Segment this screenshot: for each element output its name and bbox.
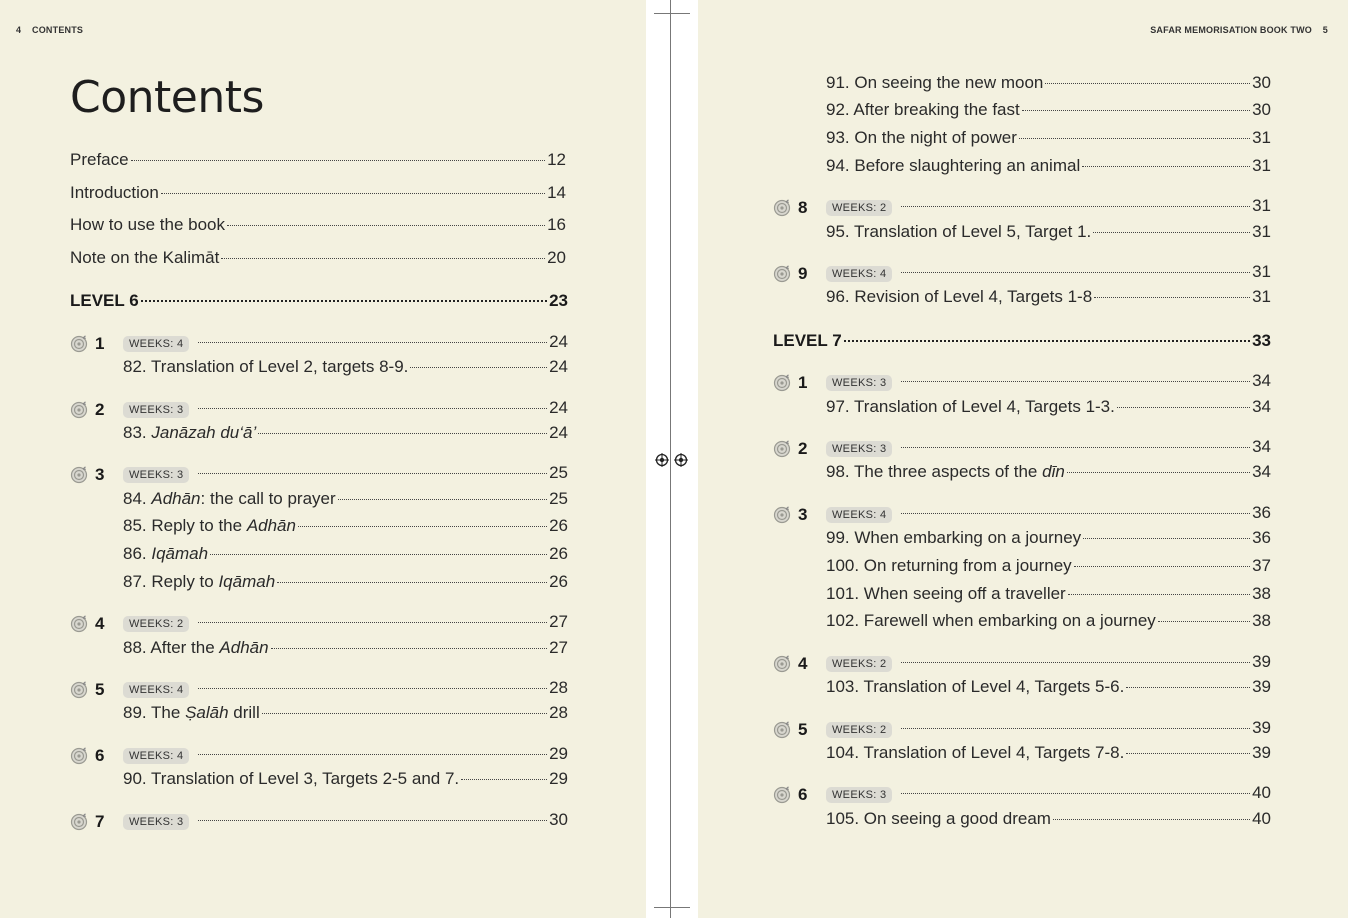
page-number: 36	[1252, 503, 1271, 522]
target-number: 1	[798, 373, 808, 392]
entry-text: Preface	[70, 150, 129, 169]
target-icon	[773, 265, 791, 283]
entry-title	[826, 156, 1080, 176]
dot-leader	[198, 622, 547, 623]
toc-entry[interactable]	[70, 183, 566, 203]
page-number: 31	[1252, 156, 1271, 175]
target-header[interactable]	[773, 198, 892, 218]
page-number: 4	[16, 25, 22, 35]
entry-text: Note on the Kalimāt	[70, 248, 220, 267]
entry-title	[826, 128, 1017, 148]
target-header[interactable]	[773, 505, 892, 525]
target-leader	[899, 196, 1271, 216]
dot-leader	[901, 381, 1250, 382]
entry-title	[826, 743, 1124, 763]
page-number: 20	[547, 248, 566, 267]
page-number: 12	[547, 150, 566, 169]
weeks-badge: WEEKS: 2	[826, 656, 892, 672]
entry-title	[826, 584, 1066, 604]
running-head-text: CONTENTS	[32, 25, 84, 35]
page-number: 16	[547, 215, 566, 234]
dot-leader	[262, 713, 547, 714]
page-number: 24	[549, 398, 568, 417]
dot-leader	[844, 340, 1250, 342]
target-header[interactable]	[773, 373, 892, 393]
target-leader	[899, 437, 1271, 457]
entry-title	[70, 183, 159, 203]
page-number: 34	[1252, 397, 1271, 416]
entry-text: 98. The three aspects of the	[826, 462, 1043, 481]
page-number: 24	[549, 357, 568, 376]
dot-leader	[258, 433, 547, 434]
target-icon	[773, 374, 791, 392]
page-number: 26	[549, 572, 568, 591]
entry-title	[826, 100, 1020, 120]
dot-leader	[461, 779, 547, 780]
target-header[interactable]	[773, 264, 892, 284]
page-number: 26	[549, 544, 568, 563]
entry-text: 95. Translation of Level 5, Target 1.	[826, 222, 1092, 241]
crop-line	[670, 0, 671, 918]
target-leader	[899, 652, 1271, 672]
entry-text: 97. Translation of Level 4, Targets 1-3.	[826, 397, 1115, 416]
target-icon	[70, 401, 88, 419]
dot-leader	[210, 554, 547, 555]
dot-leader	[141, 300, 547, 302]
toc-entry[interactable]	[826, 100, 1271, 120]
entry-title	[826, 809, 1051, 829]
page-number: 39	[1252, 743, 1271, 762]
target-header[interactable]	[773, 785, 892, 805]
page-number: 36	[1252, 528, 1271, 547]
toc-entry[interactable]	[826, 128, 1271, 148]
target-number: 9	[798, 264, 808, 283]
page-number: 40	[1252, 783, 1271, 802]
toc-entry[interactable]	[123, 357, 568, 377]
entry-title	[123, 357, 408, 377]
toc-entry[interactable]	[826, 611, 1271, 631]
entry-title	[123, 544, 208, 564]
entry-text: 87. Reply to	[123, 572, 219, 591]
entry-title	[826, 287, 1092, 307]
entry-italic-text: Ṣalāh	[185, 703, 229, 722]
page-number: 33	[1252, 331, 1271, 350]
toc-entry[interactable]	[826, 222, 1271, 242]
dot-leader	[198, 473, 547, 474]
entry-text: 85. Reply to the	[123, 516, 247, 535]
page-number: 34	[1252, 437, 1271, 456]
page-number: 31	[1252, 196, 1271, 215]
entry-italic-text: Adhān	[219, 638, 269, 657]
target-leader	[196, 612, 568, 632]
toc-entry[interactable]	[123, 489, 568, 509]
entry-title	[826, 611, 1156, 631]
page-number: 31	[1252, 262, 1271, 281]
target-header[interactable]	[70, 680, 189, 700]
dot-leader	[1074, 566, 1250, 567]
page-number: 27	[549, 612, 568, 631]
weeks-badge: WEEKS: 4	[123, 336, 189, 352]
target-header[interactable]	[70, 334, 189, 354]
registration-mark-icon	[655, 453, 669, 467]
weeks-badge: WEEKS: 3	[826, 441, 892, 457]
crop-mark-top	[654, 13, 690, 14]
dot-leader	[271, 648, 548, 649]
entry-title	[70, 291, 139, 311]
toc-entry[interactable]	[826, 156, 1271, 176]
dot-leader	[1053, 819, 1250, 820]
dot-leader	[1117, 407, 1250, 408]
toc-entry[interactable]	[826, 397, 1271, 417]
target-icon	[773, 506, 791, 524]
dot-leader	[1019, 138, 1250, 139]
entry-text: 93. On the night of power	[826, 128, 1017, 147]
target-number: 4	[95, 614, 105, 633]
entry-text: 100. On returning from a journey	[826, 556, 1072, 575]
page-number: 28	[549, 703, 568, 722]
page-title: Contents	[70, 72, 264, 123]
dot-leader	[901, 272, 1250, 273]
target-leader	[196, 332, 568, 352]
page-number: 31	[1252, 287, 1271, 306]
target-header[interactable]	[70, 614, 189, 634]
target-leader	[899, 783, 1271, 803]
page-number: 26	[549, 516, 568, 535]
entry-text: : the call to prayer	[200, 489, 336, 508]
page-number: 34	[1252, 371, 1271, 390]
page-number: 28	[549, 678, 568, 697]
entry-italic-text: Iqāmah	[151, 544, 209, 563]
target-header[interactable]	[70, 400, 189, 420]
toc-entry[interactable]	[70, 150, 566, 170]
dot-leader	[221, 258, 545, 259]
page-number: 31	[1252, 128, 1271, 147]
entry-title	[773, 331, 842, 351]
weeks-badge: WEEKS: 2	[826, 722, 892, 738]
toc-entry[interactable]	[826, 528, 1271, 548]
entry-title	[826, 462, 1065, 482]
entry-text: 82. Translation of Level 2, targets 8-9.	[123, 357, 409, 376]
running-head-right	[1150, 25, 1328, 35]
target-icon	[773, 721, 791, 739]
entry-text: 105. On seeing a good dream	[826, 809, 1051, 828]
weeks-badge: WEEKS: 3	[826, 787, 892, 803]
page-number: 30	[549, 810, 568, 829]
entry-title	[70, 215, 225, 235]
dot-leader	[198, 408, 547, 409]
entry-text: 91. On seeing the new moon	[826, 73, 1044, 92]
page-number: 25	[549, 489, 568, 508]
page-number: 39	[1252, 718, 1271, 737]
entry-title	[70, 248, 219, 268]
entry-title	[826, 528, 1081, 548]
entry-title	[123, 423, 256, 443]
entry-text: 89. The	[123, 703, 186, 722]
dot-leader	[131, 160, 545, 161]
page-number: 5	[1322, 25, 1328, 35]
target-icon	[773, 199, 791, 217]
dot-leader	[1068, 594, 1250, 595]
entry-italic-text: Janāzah du‘ā’	[151, 423, 257, 442]
page-number: 24	[549, 423, 568, 442]
entry-text: 102. Farewell when embarking on a journey	[826, 611, 1156, 630]
target-header[interactable]	[70, 746, 189, 766]
running-head-left	[16, 25, 83, 35]
entry-title	[826, 397, 1115, 417]
page-number: 24	[549, 332, 568, 351]
page-number: 29	[549, 744, 568, 763]
dot-leader	[1093, 232, 1250, 233]
dot-leader	[901, 447, 1250, 448]
entry-title	[70, 150, 129, 170]
toc-entry[interactable]	[123, 572, 568, 592]
entry-text: 103. Translation of Level 4, Targets 5-6.	[826, 677, 1125, 696]
dot-leader	[161, 193, 545, 194]
target-leader	[899, 371, 1271, 391]
toc-entry[interactable]	[826, 462, 1271, 482]
target-leader	[196, 398, 568, 418]
dot-leader	[901, 728, 1250, 729]
weeks-badge: WEEKS: 2	[826, 200, 892, 216]
target-icon	[70, 681, 88, 699]
toc-entry[interactable]	[826, 73, 1271, 93]
entry-text: LEVEL 6	[70, 291, 139, 310]
entry-italic-text: Adhān	[151, 489, 201, 508]
toc-entry[interactable]	[826, 809, 1271, 829]
entry-text: 94. Before slaughtering an animal	[826, 156, 1081, 175]
entry-title	[826, 556, 1072, 576]
entry-title	[123, 638, 269, 658]
crop-mark-bottom	[654, 907, 690, 908]
entry-title	[123, 516, 296, 536]
target-number: 7	[95, 812, 105, 831]
dot-leader	[901, 793, 1250, 794]
dot-leader	[901, 206, 1250, 207]
entry-title	[123, 703, 260, 723]
dot-leader	[198, 820, 547, 821]
target-icon	[773, 655, 791, 673]
toc-entry[interactable]	[826, 743, 1271, 763]
dot-leader	[1094, 297, 1250, 298]
entry-text: 104. Translation of Level 4, Targets 7-8.	[826, 743, 1125, 762]
page-number: 30	[1252, 100, 1271, 119]
toc-entry[interactable]	[826, 556, 1271, 576]
target-leader	[196, 678, 568, 698]
target-leader	[196, 744, 568, 764]
target-icon	[70, 466, 88, 484]
entry-title	[826, 73, 1043, 93]
entry-text: 88. After the	[123, 638, 220, 657]
dot-leader	[1083, 538, 1250, 539]
entry-title	[826, 677, 1124, 697]
dot-leader	[198, 754, 547, 755]
page-number: 29	[549, 769, 568, 788]
target-icon	[70, 747, 88, 765]
entry-italic-text: Adhān	[246, 516, 296, 535]
entry-text: 90. Translation of Level 3, Targets 2-5 and 7.	[123, 769, 460, 788]
weeks-badge: WEEKS: 4	[123, 748, 189, 764]
weeks-badge: WEEKS: 3	[826, 375, 892, 391]
dot-leader	[901, 513, 1250, 514]
entry-text: 86.	[123, 544, 152, 563]
dot-leader	[1022, 110, 1250, 111]
page-number: 38	[1252, 611, 1271, 630]
dot-leader	[338, 499, 547, 500]
target-number: 4	[798, 654, 808, 673]
page-number: 27	[549, 638, 568, 657]
toc-entry[interactable]	[123, 703, 568, 723]
level-heading[interactable]	[70, 291, 568, 311]
toc-entry[interactable]	[123, 423, 568, 443]
target-icon	[70, 335, 88, 353]
weeks-badge: WEEKS: 4	[826, 507, 892, 523]
weeks-badge: WEEKS: 4	[123, 682, 189, 698]
entry-text: 101. When seeing off a traveller	[826, 584, 1066, 603]
dot-leader	[227, 225, 545, 226]
entry-title	[826, 222, 1091, 242]
dot-leader	[298, 526, 547, 527]
page-number: 40	[1252, 809, 1271, 828]
entry-title	[123, 769, 459, 789]
page-number: 25	[549, 463, 568, 482]
dot-leader	[1126, 753, 1250, 754]
weeks-badge: WEEKS: 3	[123, 467, 189, 483]
page-number: 30	[1252, 73, 1271, 92]
dot-leader	[1067, 472, 1250, 473]
entry-italic-text: dīn	[1042, 462, 1065, 481]
page-number: 39	[1252, 677, 1271, 696]
entry-text: How to use the book	[70, 215, 225, 234]
entry-text: 84.	[123, 489, 152, 508]
target-number: 1	[95, 334, 105, 353]
target-header[interactable]	[70, 465, 189, 485]
toc-entry[interactable]	[123, 769, 568, 789]
target-number: 5	[95, 680, 105, 699]
target-number: 8	[798, 198, 808, 217]
weeks-badge: WEEKS: 3	[123, 814, 189, 830]
entry-text: 96. Revision of Level 4, Targets 1-8	[826, 287, 1093, 306]
entry-text: 99. When embarking on a journey	[826, 528, 1082, 547]
target-leader	[899, 718, 1271, 738]
target-leader	[196, 810, 568, 830]
weeks-badge: WEEKS: 4	[826, 266, 892, 282]
entry-title	[123, 572, 275, 592]
weeks-badge: WEEKS: 2	[123, 616, 189, 632]
toc-entry[interactable]	[826, 287, 1271, 307]
toc-entry[interactable]	[123, 638, 568, 658]
dot-leader	[410, 367, 547, 368]
toc-entry[interactable]	[123, 544, 568, 564]
toc-entry[interactable]	[826, 677, 1271, 697]
entry-italic-text: Iqāmah	[218, 572, 276, 591]
target-leader	[899, 262, 1271, 282]
dot-leader	[277, 582, 547, 583]
toc-entry[interactable]	[70, 248, 566, 268]
dot-leader	[1158, 621, 1250, 622]
dot-leader	[1082, 166, 1250, 167]
target-header[interactable]	[773, 439, 892, 459]
page-number: 37	[1252, 556, 1271, 575]
entry-text: Introduction	[70, 183, 159, 202]
toc-entry[interactable]	[70, 215, 566, 235]
dot-leader	[1045, 83, 1250, 84]
page-number: 31	[1252, 222, 1271, 241]
entry-text: 83.	[123, 423, 152, 442]
target-number: 6	[798, 785, 808, 804]
target-leader	[899, 503, 1271, 523]
level-heading[interactable]	[773, 331, 1271, 351]
target-leader	[196, 463, 568, 483]
target-icon	[70, 813, 88, 831]
page-number: 23	[549, 291, 568, 310]
target-number: 2	[798, 439, 808, 458]
page-number: 38	[1252, 584, 1271, 603]
target-number: 5	[798, 720, 808, 739]
page-number: 34	[1252, 462, 1271, 481]
page-number: 39	[1252, 652, 1271, 671]
target-number: 6	[95, 746, 105, 765]
target-header[interactable]	[773, 720, 892, 740]
dot-leader	[901, 662, 1250, 663]
entry-text: drill	[228, 703, 260, 722]
weeks-badge: WEEKS: 3	[123, 402, 189, 418]
target-header[interactable]	[773, 654, 892, 674]
target-number: 3	[798, 505, 808, 524]
entry-text: LEVEL 7	[773, 331, 842, 350]
target-number: 3	[95, 465, 105, 484]
target-icon	[773, 440, 791, 458]
target-header[interactable]	[70, 812, 189, 832]
dot-leader	[198, 342, 547, 343]
entry-title	[123, 489, 336, 509]
target-number: 2	[95, 400, 105, 419]
page-number: 14	[547, 183, 566, 202]
running-head-text: SAFAR MEMORISATION BOOK TWO	[1150, 25, 1312, 35]
toc-entry[interactable]	[123, 516, 568, 536]
dot-leader	[1126, 687, 1250, 688]
toc-entry[interactable]	[826, 584, 1271, 604]
registration-mark-icon	[674, 453, 688, 467]
page-gutter	[646, 0, 698, 918]
target-icon	[773, 786, 791, 804]
dot-leader	[198, 688, 547, 689]
target-icon	[70, 615, 88, 633]
entry-text: 92. After breaking the fast	[826, 100, 1020, 119]
